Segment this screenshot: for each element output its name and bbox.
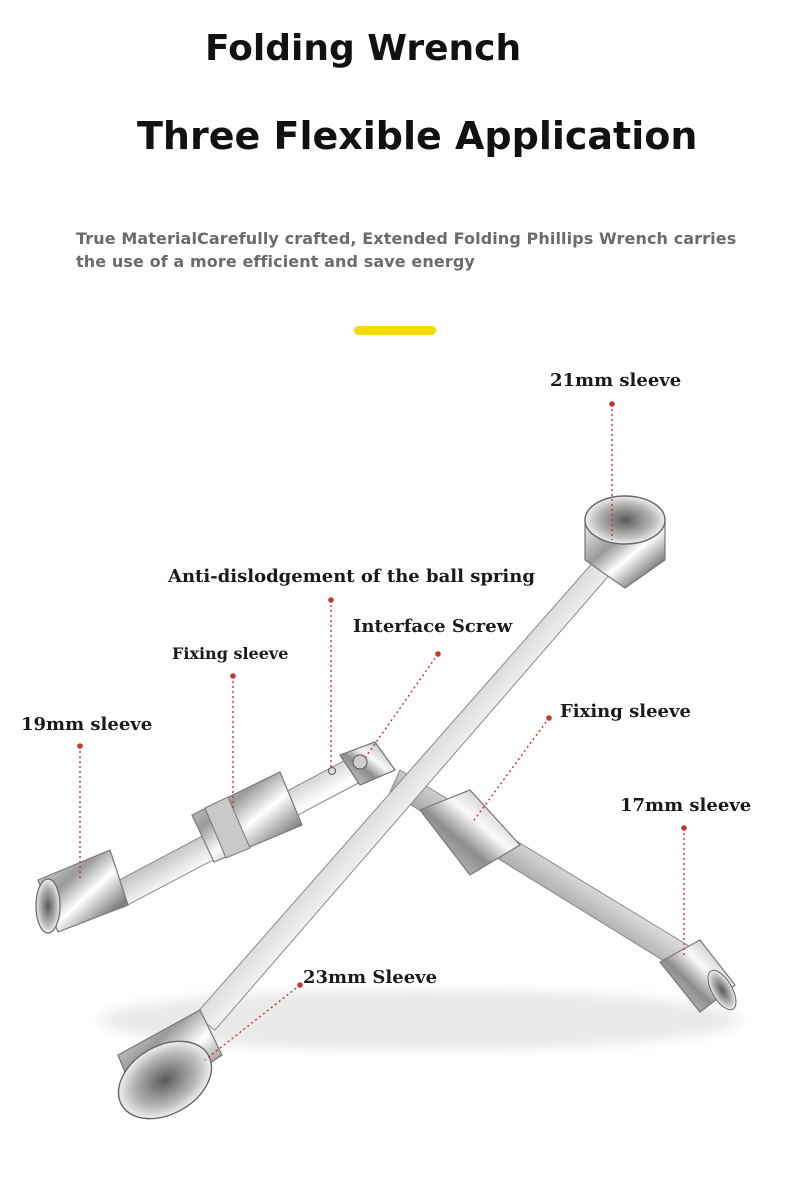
accent-divider (354, 326, 436, 335)
page-subtitle: Three Flexible Application (137, 114, 698, 158)
product-description: True MaterialCarefully crafted, Extended Folding Phillips Wrench carries the use of a more efficient and save energy (76, 229, 737, 271)
label-19mm-sleeve: 19mm sleeve (21, 714, 153, 735)
label-23mm-sleeve: 23mm Sleeve (303, 967, 438, 988)
label-fixing-sleeve-left: Fixing sleeve (172, 644, 289, 663)
label-fixing-sleeve-right: Fixing sleeve (560, 701, 691, 722)
label-interface-screw: Interface Screw (353, 616, 513, 637)
label-17mm-sleeve: 17mm sleeve (620, 795, 752, 816)
wrench-illustration (0, 340, 790, 1194)
page-title: Folding Wrench (205, 28, 522, 69)
callout-lines (80, 404, 684, 1060)
label-21mm-sleeve: 21mm sleeve (550, 370, 682, 391)
label-ball-spring: Anti-dislodgement of the ball spring (168, 566, 535, 587)
